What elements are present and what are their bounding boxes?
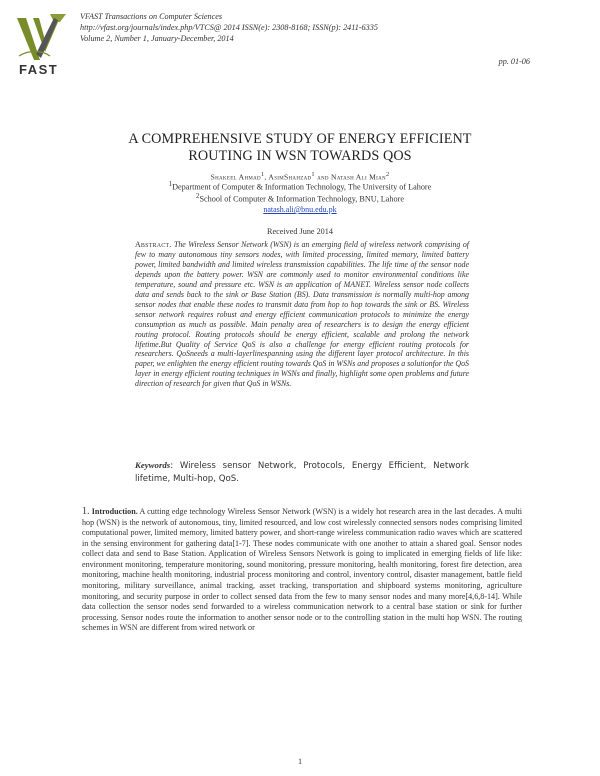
affiliation-1 [0,181,600,192]
journal-logo [14,8,76,80]
affiliation-2-marker: 2 [196,193,200,200]
abstract-label: Abstract. [135,240,172,249]
section-number: 1. [82,506,90,517]
author-list [0,171,600,182]
author-sep-2: and [314,172,332,182]
page-number: 1 [297,757,303,766]
author-3: Natash Ali Mian [331,172,386,182]
author-2: AsimShahzad [268,172,312,182]
author-3-affil: 2 [385,171,390,178]
affiliation-1-text: Department of Computer & Information Technology, The University of Lahore [172,182,432,192]
vfast-logo-icon [14,8,76,80]
keywords [135,459,469,485]
author-2-affil: 1 [311,171,315,178]
title-line-2: ROUTING IN WSN TOWARDS QOS [188,148,412,164]
title-line-1: A COMPREHENSIVE STUDY OF ENERGY EFFICIENT [128,131,472,147]
introduction-text: A cutting edge technology Wireless Sensor Network (WSN) is a widely hot research area in the last decades. A multi hop (WSN) is the network of autonomous, tiny, limited resourced, and low cost wirelessly connected sensors nodes comprising limited computational power, limited memory, limited battery power, and short-range wireless communication radio waves which are scattered in the sensing environment for gathering data[1-7]. These nodes communicate with one another to attain a shared goal. Sensor nodes collect data and send to Base Station. Application of Wireless Sensors Network is going to implicated in emerging fields of life like: environment monitoring, temperature monitoring, sound monitoring, pressure monitoring, health monitoring, forest fire detection, area monitoring, machine health monitoring, industrial process monitoring and control, inventory control, disaster management, battle field monitoring, military surveillance, animal tracking, asset tracking, transportation and shipboard systems monitoring, agriculture monitoring, and security purpose in order to collect sensed data from the few to many sensor nodes and many more[4,6,8-14]. While data collection the sensor nodes send forwarded to a wireless communication network to a central base station or sink for further processing. Sensor nodes route the information to another sensor node or to the controlling station in the multi hop WSN. The routing schemes in WSN are different from wired network or [82,507,522,633]
contact-email [0,205,600,214]
introduction-section [82,507,522,634]
email-link[interactable]: natash.ali@bnu.edu.pk [263,205,337,214]
author-sep-1: , [264,172,269,182]
volume-info: Volume 2, Number 1, January-December, 2014 [80,34,234,43]
keywords-text: : Wireless sensor Network, Protocols, Energy Efficient, Network lifetime, Multi-hop, QoS. [135,461,469,484]
affiliation-2-text: School of Computer & Information Technology, BNU, Lahore [199,194,404,204]
section-heading: Introduction. [91,507,138,516]
abstract [135,240,469,389]
journal-url-issn: http://vfast.org/journals/index.php/VTCS@ 2014 ISSN(e): 2308-8168; ISSN(p): 2411-6335 [80,23,378,32]
received-date: Received June 2014 [267,227,333,236]
abstract-text: The Wireless Sensor Network (WSN) is an emerging field of wireless network comprising of few to many autonomous tiny sensors nodes, with limited processing, limited memory, limited battery power, limited bandwidth and limited wireless transmission capabilities. The life time of the sensor node depends upon the battery power. WSN are commonly used to monitor environmental conditions like temperature, sound and pressure etc. WSN is an application of MANET. Wireless sensor node collects data and sends back to the sink or Base Station (BS). Data transmission is normally multi-hop among sensor nodes that enable these nodes to transmit data from hop to hop towards the sink or BS. Wireless sensor network requires robust and energy efficient communication protocols to minimize the energy consumption as much as possible. Main penalty area of researchers is to design the energy efficient routing protocol. Routing protocols should be energy efficient, scalable and prolong the network lifetime.But Quality of Service QoS is also a challenge for energy efficient routing protocols for researchers. QoSneeds a multi-layerlinespanning using the different layer protocol architecture. In this paper, we enlighten the energy efficient routing towards QoS in WSNs and proposes a solutionfor the QoS layer in energy efficient routing techniques in WSNs and finally, highlight some open problems and future direction of research for given that QoS in WSNs. [135,240,469,389]
author-1-affil: 1 [260,171,265,178]
paper-title [0,131,600,165]
author-1: Shakeel Ahmad [210,172,261,182]
keywords-label: Keywords [135,460,171,470]
affiliation-1-marker: 1 [168,181,173,188]
journal-name: VFAST Transactions on Computer Sciences [80,12,223,21]
page-range: pp. 01-06 [498,57,530,66]
svg-text:FAST: FAST [19,62,59,77]
affiliation-2 [0,193,600,204]
